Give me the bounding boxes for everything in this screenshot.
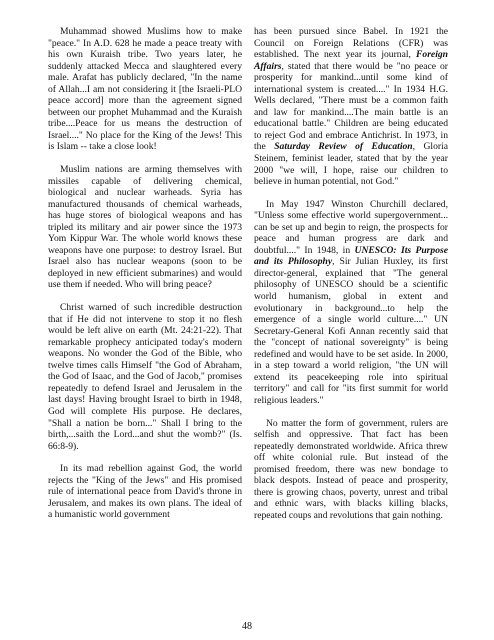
text-run: has been pursued since Babel. In 1921 the Council on Foreign Relations (CFR) was established. The next year its journal, [254, 26, 448, 61]
text-run: , stated that there would be "no peace or prosperity for mankind...until some kind of international system is created...." In 1934 H.G. Wells declared, "There must be a common faith and law for mankind....The main battle is an educational battle." Children are being educated to reject God and embrace Antichrist. In 1973, in the [254, 60, 448, 153]
paragraph-churchill-unesco [254, 199, 448, 407]
right-column [254, 26, 448, 532]
journal-title-saturday-review: Saturday Review of Education [274, 141, 413, 153]
page-number: 48 [242, 621, 252, 632]
paragraph-babel-cfr [254, 26, 448, 188]
text-run: In May 1947 Winston Churchill declared, "Unless some effective world supergovernment... can be set up and begin to reign, the prospects for peace and human progress are dark and doubtful...." In 1948, in [254, 198, 448, 256]
paragraph-muhammad-peace: Muhammad showed Muslims how to make "peace." In A.D. 628 he made a peace treaty with his own Kuraish tribe. Two years later, he suddenly attacked Mecca and slaughtered every male. Arafat has publicly declared, "In the name of Allah...I am not considering it [the Israeli-PLO peace accord] more than the agreement signed between our prophet Muhammad and the Kuraish tribe....Peace for us means the destruction of Israel...." No place for the King of the Jews! This is Islam -- take a close look! [48, 26, 242, 153]
text-run: , Sir Julian Huxley, its first director-general, explained that "The general philosophy of UNESCO should be a scientific world humanism, global in extent and evolutionary in background...to help the emergence of a single world culture...." UN Secretary-General Kofi Annan recently said that the "concept of national sovereignty" is being redefined and would have to be set aside. In 2000, in a step toward a world religion, "the UN will extend its peacekeeping role into spiritual territory" and call for "its first summit for world religious leaders." [254, 256, 448, 406]
left-column [48, 26, 242, 532]
paragraph-rulers-oppressive: No matter the form of government, rulers are selfish and oppressive. That fact has been repeatedly demonstrated worldwide. Africa threw off white colonial rule. But instead of the promised freedom, there was new bondage to black despots. Instead of peace and prosperity, there is growing chaos, poverty, unrest and tribal and ethnic wars, with blacks killing blacks, repeated coups and revolutions that gain nothing. [254, 417, 448, 521]
text-run: , Gloria Steinem, feminist leader, stated that by the year 2000 "we will, I hope, raise our children to believe in human potential, not God." [254, 141, 449, 188]
book-title-unesco: UNESCO: Its Purpose and its Philosophy [254, 244, 449, 268]
paragraph-christ-warned: Christ warned of such incredible destruction that if He did not intervene to stop it no flesh would be left alive on earth (Mt. 24:21-22). That remarkable prophecy anticipated today's modern weapons. No wonder the God of the Bible, who twelve times calls Himself "the God of Abraham, the God of Isaac, and the God of Jacob," promises repeatedly to defend Israel and Jerusalem in the last days! Having brought Israel to birth in 1948, God will complete His purpose. He declares, "Shall a nation be born..." Shall I bring to the birth,...saith the Lord...and shut the womb?" (Is. 66:8-9). [48, 302, 242, 452]
paragraph-mad-rebellion: In its mad rebellion against God, the world rejects the "King of the Jews" and His promised rule of international peace from David's throne in Jerusalem, and makes its own plans. The ideal of a humanistic world government [48, 463, 242, 521]
paragraph-muslim-nations: Muslim nations are arming themselves with missiles capable of delivering chemical, biological and nuclear warheads. Syria has manufactured thousands of chemical warheads, has huge stores of biological weapons and has tripled its military and air power since the 1973 Yom Kippur War. The whole world knows these weapons have one purpose: to destroy Israel. But Israel also has nuclear weapons (soon to be deployed in new efficient submarines) and would use them if needed. Who will bring peace? [48, 164, 242, 291]
journal-title-foreign-affairs: Foreign Affairs [254, 49, 448, 72]
